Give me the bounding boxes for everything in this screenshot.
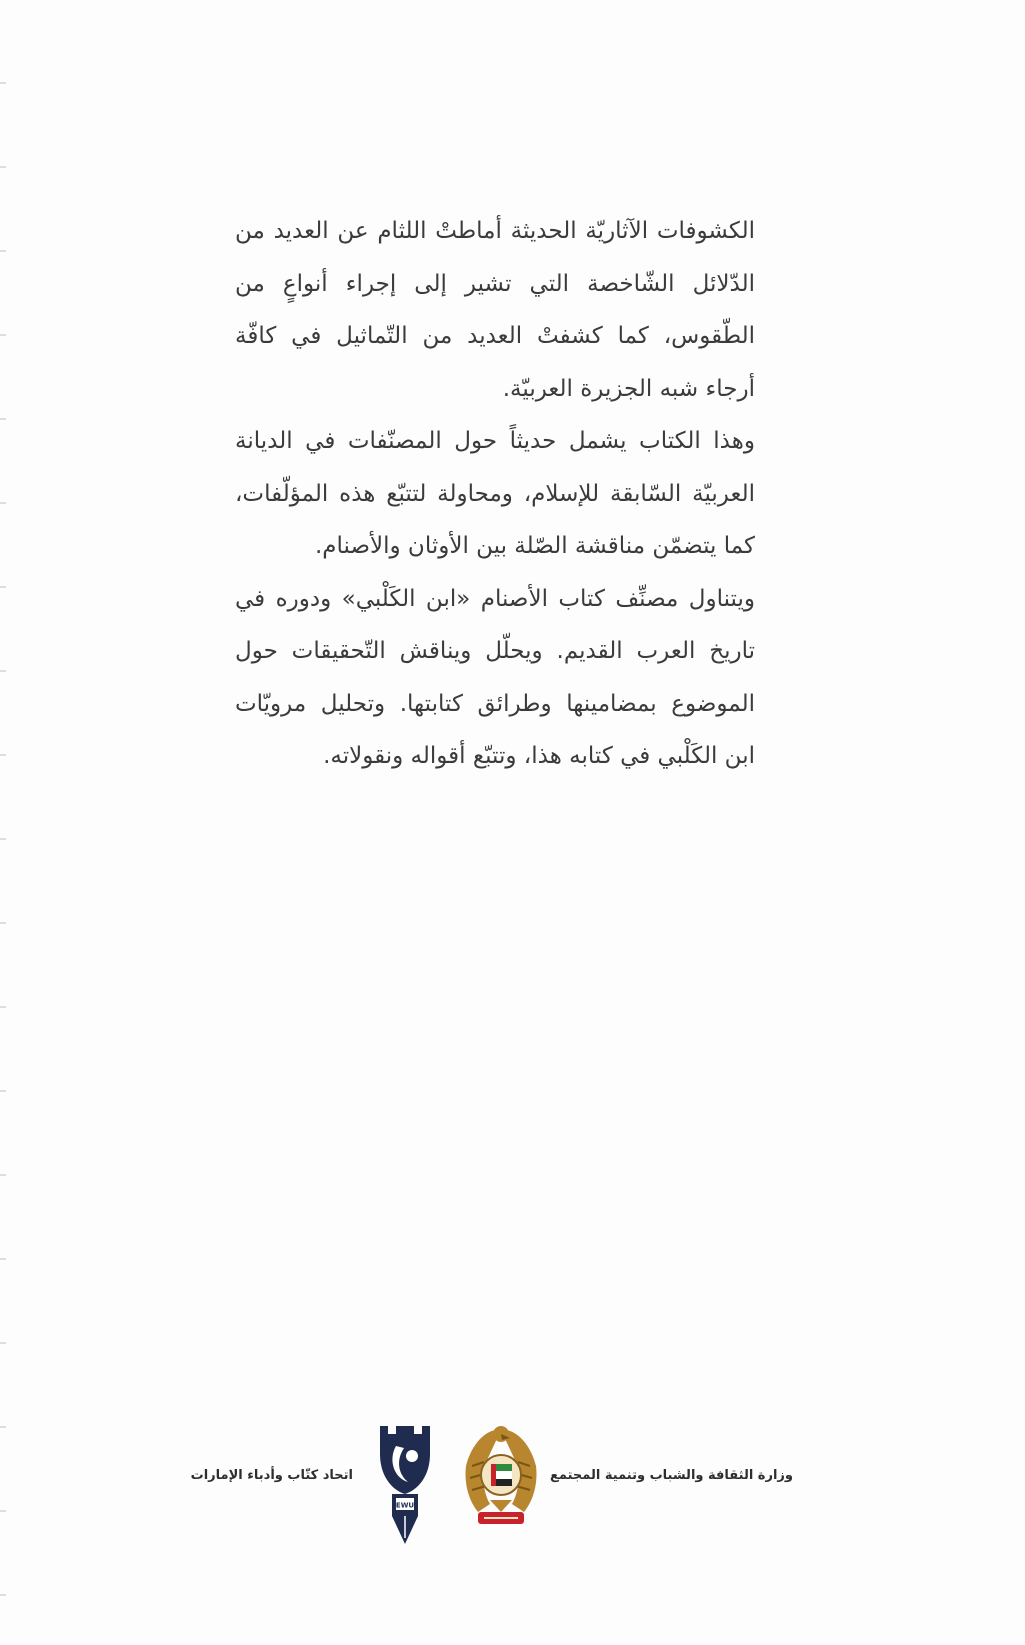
writers-union-name: اتحاد كتّاب وأدباء الإمارات (190, 1468, 353, 1483)
blurb-paragraph-3: ويتناول مصنِّف كتاب الأصنام «ابن الكَلْبي» ودوره في تاريخ العرب القديم. ويحلّل ويناقش التّحقيقات حول الموضوع بمضامينها وطرائق كتابتها. وتحليل مرويّات ابن الكَلْبي في كتابه هذا، وتتبّع أقواله ونقولاته. (235, 585, 755, 769)
uae-eagle-emblem-icon (458, 1420, 544, 1530)
page-edge-marks (0, 0, 6, 1645)
blurb-paragraph-1: الكشوفات الآثاريّة الحديثة أماطتْ اللثام عن العديد من الدّلائل الشّاخصة التي تشير إلى إجراء أنواعٍ من الطّقوس، كما كشفتْ العديد من التّماثيل في كافّة أرجاء شبه الجزيرة العربيّة. (235, 218, 755, 402)
back-cover-blurb (235, 205, 755, 783)
ewu-pen-logo-icon (374, 1420, 436, 1546)
ministry-name: وزارة الثقافة والشباب وتنمية المجتمع (550, 1468, 793, 1483)
ewu-logo-text: EWU (395, 1501, 415, 1510)
blurb-paragraph-2: وهذا الكتاب يشمل حديثاً حول المصنّفات في الديانة العربيّة السّابقة للإسلام، ومحاولة لتتبّع هذه المؤلّفات، كما يتضمّن مناقشة الصّلة بين الأوثان والأصنام. (235, 428, 755, 559)
publisher-footer (0, 1420, 1025, 1560)
